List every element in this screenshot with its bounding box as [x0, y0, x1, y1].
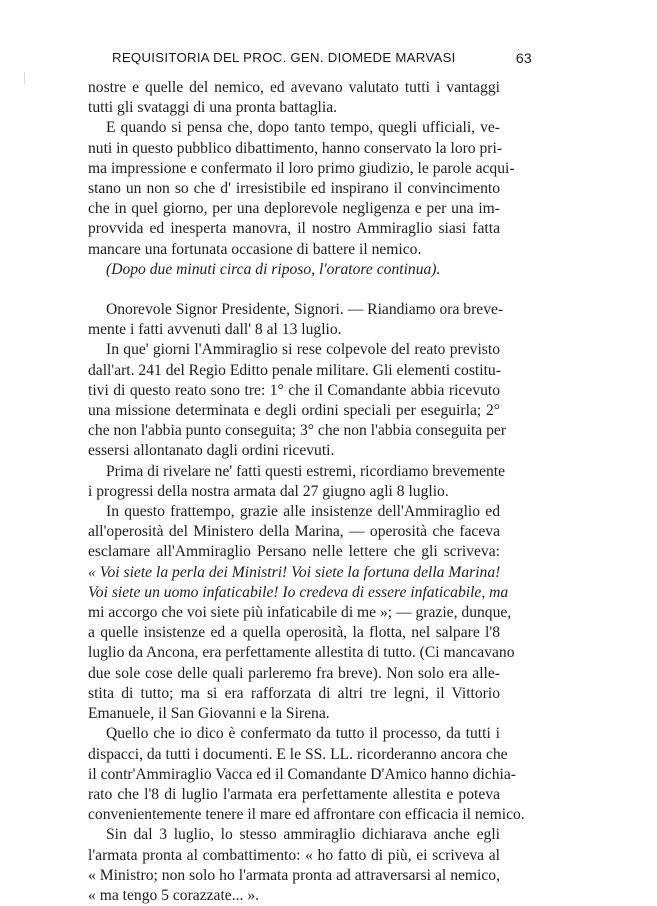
- text-line: tutti gli svataggi di una pronta battaglia.: [88, 99, 338, 117]
- text-line: ma impressione e confermato il loro primo giudizio, le parole acqui-: [88, 159, 515, 177]
- running-title: REQUISITORIA DEL PROC. GEN. DIOMEDE MARVASI: [112, 50, 456, 65]
- text-line: stita di tutto; ma si era rafforzata di altri tre legni, il Vittorio: [88, 684, 500, 702]
- text-line: nostre e quelle del nemico, ed avevano valutato tutti i vantaggi: [88, 79, 500, 96]
- text-line: rato che l'8 di luglio l'armata era perfettamente allestita e poteva: [88, 785, 500, 803]
- page-edge-mark: [24, 72, 25, 84]
- text-line: E quando si pensa che, dopo tanto tempo, quegli ufficiali, ve-: [106, 119, 500, 137]
- text-line: due sole cose delle quali parleremo fra breve). Non solo era alle-: [88, 664, 500, 682]
- text-line: a quelle insistenze ed a quella operosità, la flotta, nel salpare l'8: [88, 624, 500, 642]
- text-line: nuti in questo pubblico dibattimento, hanno conservato la loro pri-: [88, 139, 503, 157]
- stage-direction-text: (Dopo due minuti circa di riposo, l'oratore continua).: [106, 260, 441, 278]
- text-line: « Ministro; non solo ho l'armata pronta ad attraversarsi al nemico,: [88, 866, 500, 884]
- section-gap: [88, 280, 500, 300]
- quoted-italic-line: « Voi siete la perla dei Ministri! Voi siete la fortuna della Marina!: [88, 563, 501, 581]
- paragraph: [88, 502, 515, 724]
- text-line: esclamare all'Ammiraglio Persano nelle lettere che gli scriveva:: [88, 543, 500, 561]
- text-line: Quello che io dico è confermato da tutto il processo, da tutti i: [106, 725, 500, 743]
- text-line: stano un non so che d' irresistibile ed inspirano il convincimento: [88, 180, 500, 198]
- paragraph: [88, 340, 507, 461]
- text-line: provvida ed inesperta manovra, il nostro Ammiraglio siasi fatta: [88, 220, 500, 238]
- paragraph: [88, 724, 525, 825]
- text-line: i progressi della nostra armata dal 27 giugno agli 8 luglio.: [88, 482, 449, 500]
- text-line: Emanuele, il San Giovanni e la Sirena.: [88, 705, 330, 723]
- text-line: una missione determinata e degli ordini speciali per eseguirla; 2°: [88, 402, 500, 420]
- text-line: essersi allontanato dagli ordini ricevuti.: [88, 442, 335, 460]
- text-line: il contr'Ammiraglio Vacca ed il Comandante D'Amico hanno dichia-: [88, 765, 516, 783]
- page-body: [88, 78, 525, 906]
- quoted-italic-line: Voi siete un uomo infaticabile! Io credeva di essere infaticabile, ma: [88, 583, 509, 601]
- text-line: mi accorgo che voi siete più infaticabile di me »; — grazie, dunque,: [88, 604, 512, 622]
- page-number: 63: [515, 50, 532, 66]
- text-line: dispacci, da tutti i documenti. E le SS. LL. ricorderanno ancora che: [88, 745, 508, 763]
- text-line: convenientemente tenere il mare ed affrontare con efficacia il nemico.: [88, 806, 525, 824]
- running-header: [112, 50, 532, 70]
- text-line: In questo frattempo, grazie alle insistenze dell'Ammiraglio ed: [106, 503, 500, 521]
- paragraph: [88, 78, 500, 118]
- paragraph: [88, 825, 500, 906]
- text-line: In que' giorni l'Ammiraglio si rese colpevole del reato previsto: [106, 341, 500, 359]
- text-line: all'operosità del Ministero della Marina, — operosità che faceva: [88, 523, 500, 541]
- text-line: l'armata pronta al combattimento: « ho fatto di più, ei scriveva al: [88, 846, 500, 864]
- text-line: che non l'abbia punto conseguita; 3° che non l'abbia conseguita per: [88, 422, 507, 440]
- text-line: mente i fatti avvenuti dall' 8 al 13 luglio.: [88, 321, 342, 339]
- stage-direction: [88, 260, 500, 280]
- text-line: Prima di rivelare ne' fatti questi estremi, ricordiamo brevemente: [106, 462, 506, 480]
- paragraph: [88, 462, 506, 502]
- text-line: mancare una fortunata occasione di battere il nemico.: [88, 240, 422, 258]
- paragraph: [88, 118, 515, 259]
- text-line: « ma tengo 5 corazzate... ».: [88, 886, 260, 904]
- text-line: luglio da Ancona, era perfettamente allestita di tutto. (Ci mancavano: [88, 644, 515, 662]
- text-line: che in quel giorno, per una deplorevole negligenza e per una im-: [88, 200, 500, 218]
- paragraph: [88, 300, 504, 340]
- text-line: Sin dal 3 luglio, lo stesso ammiraglio dichiarava anche egli: [106, 826, 500, 844]
- text-line: dall'art. 241 del Regio Editto penale militare. Gli elementi costitu-: [88, 361, 501, 379]
- text-line: tivi di questo reato sono tre: 1° che il Comandante abbia ricevuto: [88, 381, 500, 399]
- text-line: Onorevole Signor Presidente, Signori. — Riandiamo ora breve-: [106, 301, 504, 319]
